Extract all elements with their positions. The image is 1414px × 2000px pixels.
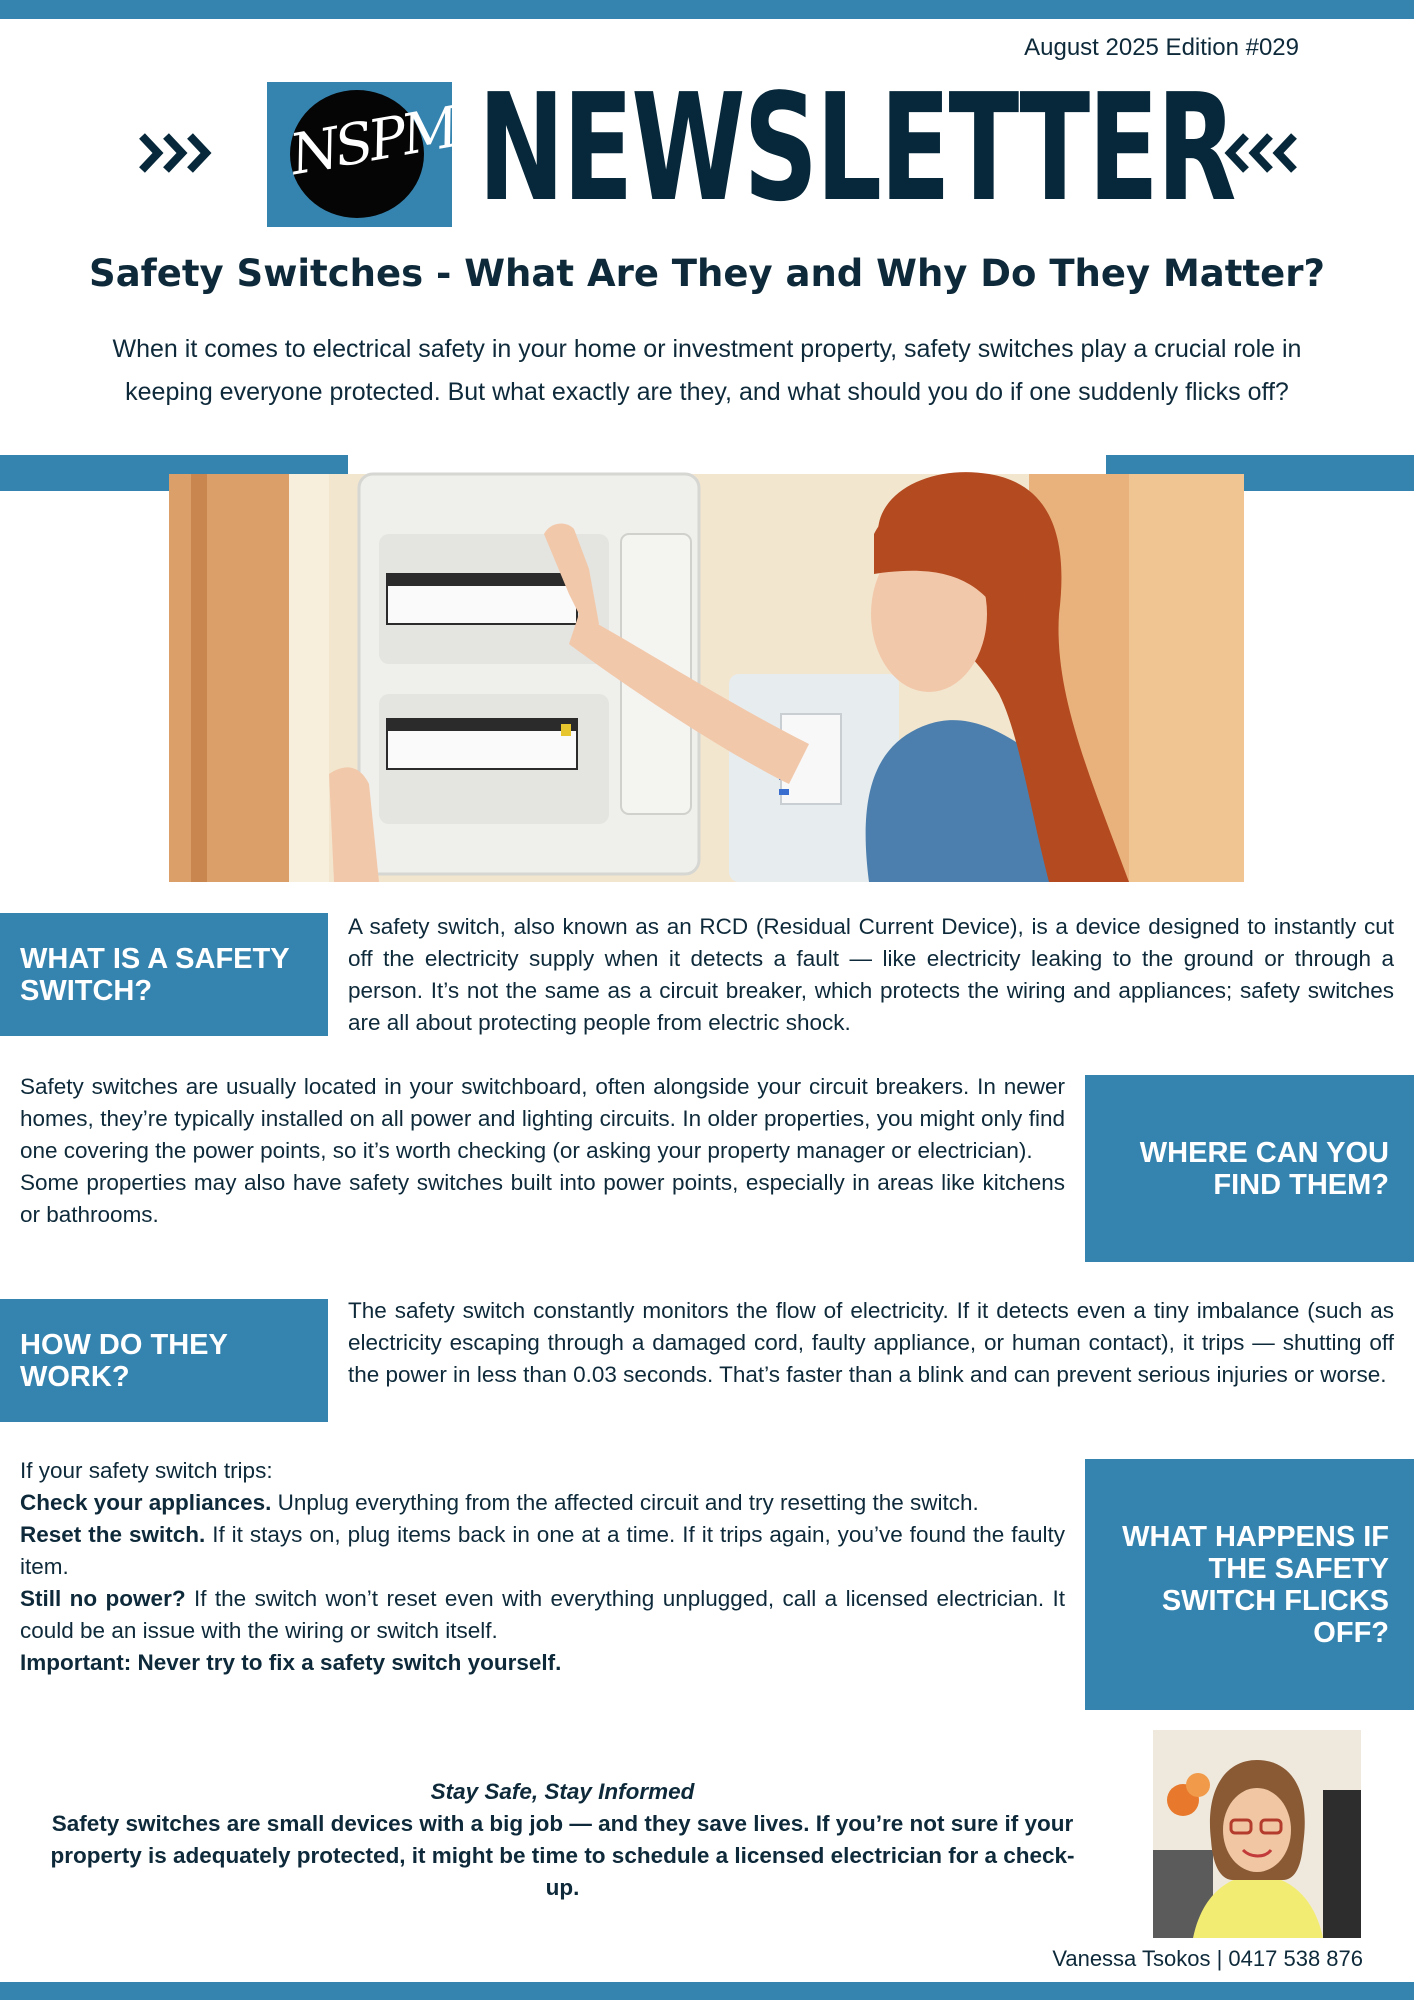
section-heading-where <box>1085 1075 1414 1262</box>
section-lead: If your safety switch trips: <box>20 1458 273 1483</box>
section-heading-text: WHAT HAPPENS IF THE SAFETY SWITCH FLICKS OFF? <box>1122 1520 1389 1649</box>
important-note <box>20 1647 1065 1679</box>
section-heading-text: WHAT IS A SAFETY SWITCH? <box>20 942 290 1007</box>
section-heading-text: WHERE CAN YOU FIND THEM? <box>1139 1136 1389 1201</box>
section-paragraph: A safety switch, also known as an RCD (Residual Current Device), is a device designed to instantly cut off the electricity supply when it detects a fault — like electricity leaking to the ground or through a person. It’s not the same as a circuit breaker, which protects the wiring and appliances; safety switches are all about protecting people from electric shock. <box>348 914 1394 1035</box>
section-body-where <box>20 1071 1065 1231</box>
chevrons-right-icon <box>138 130 218 176</box>
step-text: If it stays on, plug items back in one at a time. If it trips again, you’ve found the faulty item. <box>20 1522 1065 1579</box>
section-heading-text: HOW DO THEY WORK? <box>20 1328 228 1393</box>
bottom-accent-band <box>0 1982 1414 2000</box>
step-text: Unplug everything from the affected circuit and try resetting the switch. <box>271 1490 979 1515</box>
step-label: Still no power? <box>20 1586 186 1611</box>
step-label: Reset the switch. <box>20 1522 206 1547</box>
step-item <box>20 1487 1065 1519</box>
step-label: Check your appliances. <box>20 1490 272 1515</box>
step-item <box>20 1519 1065 1583</box>
logo-circle <box>285 90 461 218</box>
section-heading-what-is <box>0 913 328 1036</box>
company-logo <box>267 82 461 227</box>
logo-lettering: NSPM <box>285 95 461 189</box>
closing-message <box>35 1776 1090 1904</box>
section-heading-how <box>0 1299 328 1422</box>
article-headline: Safety Switches - What Are They and Why Do They Matter? <box>89 252 1325 295</box>
section-body-what-happens <box>20 1455 1065 1679</box>
step-text: If the switch won’t reset even with everything unplugged, call a licensed electrician. It could be an issue with the wiring or switch itself. <box>20 1586 1066 1643</box>
closing-text: Safety switches are small devices with a big job — and they save lives. If you’re not sure if your property is adequately protected, it might be time to schedule a licensed electrician for a check-up. <box>50 1811 1075 1900</box>
avatar <box>1153 1730 1361 1938</box>
newsletter-masthead: NEWSLETTER <box>478 62 1235 234</box>
section-paragraph: Some properties may also have safety switches built into power points, especially in areas like kitchens or bathrooms. <box>20 1170 1065 1227</box>
article-intro: When it comes to electrical safety in your home or investment property, safety switches play a crucial role in keeping everyone protected. But what exactly are they, and what should you do if one suddenly flicks off? <box>112 335 1302 406</box>
chevrons-left-icon <box>1218 130 1298 176</box>
important-note-text: Important: Never try to fix a safety switch yourself. <box>20 1650 562 1675</box>
edition-label: August 2025 Edition #029 <box>1024 34 1299 61</box>
closing-title: Stay Safe, Stay Informed <box>430 1779 695 1804</box>
step-item <box>20 1583 1065 1647</box>
section-heading-what-happens <box>1085 1459 1414 1710</box>
section-paragraph: Safety switches are usually located in your switchboard, often alongside your circuit breakers. In newer homes, they’re typically installed on all power and lighting circuits. In older properties, you might only find one covering the power points, so it’s worth checking (or asking your property manager or electrician). <box>20 1074 1065 1163</box>
top-accent-band <box>0 0 1414 19</box>
contact-info: Vanessa Tsokos | 0417 538 876 <box>1052 1946 1363 1971</box>
section-body-how <box>348 1295 1394 1391</box>
section-paragraph: The safety switch constantly monitors the flow of electricity. If it detects even a tiny imbalance (such as electricity escaping through a damaged cord, faulty appliance, or human contact), it trips — shutting off the power in less than 0.03 seconds. That’s faster than a blink and can prevent serious injuries or worse. <box>348 1298 1394 1387</box>
switchboard-photo <box>169 474 1244 882</box>
section-body-what-is <box>348 911 1394 1039</box>
